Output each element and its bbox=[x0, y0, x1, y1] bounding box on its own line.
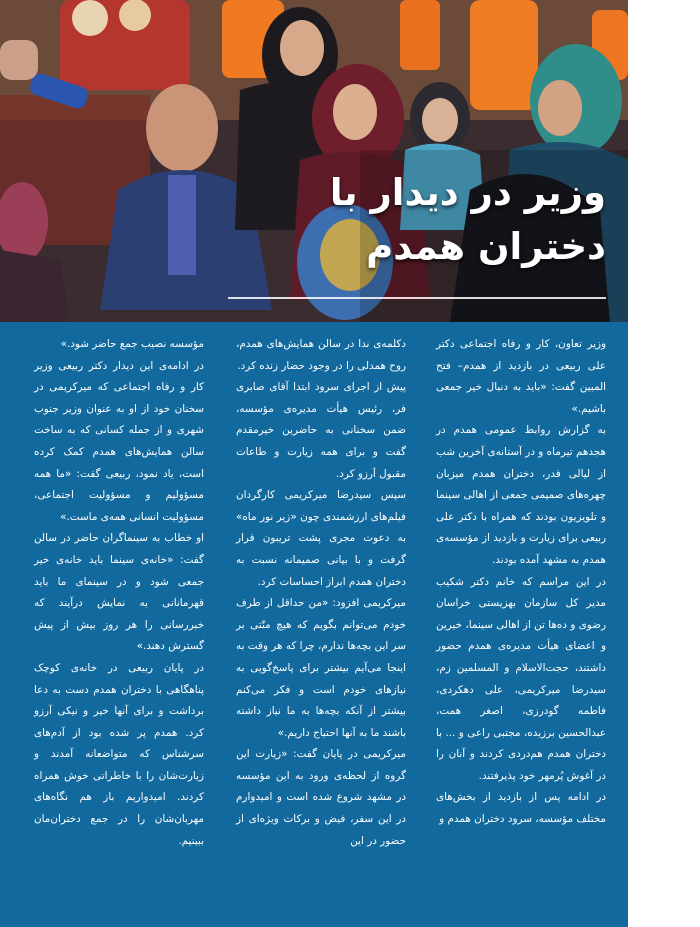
paragraph: به گزارش روابط عمومی همدم در هجدهم تیرماه و در آستانه‌ی آخرین شب از لیالی قدر، دختران همدم میزبان چهره‌های صمیمی جمعی از اهالی سینما و تلویزیون بودند که همراه با دکتر علی ربیعی برای زیارت و بازدید از مؤسسه‌ی همدم به مشهد آمده بودند. bbox=[436, 424, 606, 566]
headline bbox=[246, 166, 606, 274]
headline-line-1: وزیر در دیدار با bbox=[329, 171, 606, 214]
article-column-1 bbox=[436, 334, 606, 831]
paragraph: در ادامه پس از بازدید از بخش‌های مختلف مؤسسه، سرود دختران همدم و bbox=[436, 791, 606, 826]
paragraph: در پایان ربیعی در خانه‌ی کوچک پناهگاهی با دختران همدم دست به دعا برداشت و برای آنها خیر و نیکی آرزو کرد. همدم پر شده بود از آدم‌های سرشناس که متواضعانه آمدند و زیارت‌شان را با خاطراتی خوش همراه کردند. امیدواریم باز هم نگاه‌های مهربان‌شان را در جمع دختران‌مان ببینیم. bbox=[34, 661, 204, 847]
paragraph: مؤسسه نصیب جمع حاضر شود.» bbox=[60, 338, 204, 350]
article-column-2 bbox=[236, 334, 406, 852]
headline-rule bbox=[228, 297, 606, 299]
paragraph: در این مراسم که خانم دکتر شکیب مدیر کل سازمان بهزیستی خراسان رضوی و ده‌ها تن از اهالی سینما، خیرین و اعضای هیأت مدیره‌ی همدم حضور داشتند، حجت‌الاسلام و المسلمین زم، سیدرضا میرکریمی، علی دهکردی، فاطمه گودرزی، اصغر همت، عبدالحسین برزیده، مجتبی راعی و ... با دختران همدم هم‌دردی کردند و آنان را در آغوش پُرمهر خود پذیرفتند. bbox=[436, 575, 606, 782]
paragraph: میرکریمی افزود: «من حداقل از طرف خودم می‌توانم بگویم که هیچ منّتی بر سر این بچه‌ها ندارم، چرا که هر وقت به اینجا می‌آیم بیشتر برای پاسخ‌گویی به نیازهای خودم است و فکر می‌کنم بیشتر از آنکه بچه‌ها به ما نیاز داشته باشند ما به آنها احتیاج داریم.» bbox=[236, 597, 406, 739]
paragraph: میرکریمی در پایان گفت: «زیارت این گروه از لحظه‌ی ورود به این مؤسسه در مشهد شروع شده است و امیدوارم در این سفر، فیض و برکات ویژه‌ای از حضور در این bbox=[236, 748, 406, 847]
header-photo bbox=[0, 0, 628, 322]
paragraph: وزیر تعاون، کار و رفاه اجتماعی دکتر علی ربیعی در بازدید از همدم– فتح المبین گفت: «باید به دنبال خیر جمعی باشیم.» bbox=[436, 338, 606, 415]
article-column-3 bbox=[34, 334, 204, 852]
paragraph: پیش از اجرای سرود ابتدا آقای صابری فر، رئیس هیأت مدیره‌ی مؤسسه، ضمن سخنانی به حاضرین خیرمقدم گفت و برای همه زیارت و طاعات مقبول آرزو کرد. bbox=[236, 381, 406, 480]
paragraph: سپس سیدرضا میرکریمی کارگردان فیلم‌های ارزشمندی چون «زیر نور ماه» به دعوت مجری پشت تریبون قرار گرفت و با بیانی صمیمانه نسبت به دختران همدم ابراز احساسات کرد. bbox=[236, 489, 406, 588]
paragraph: او خطاب به سینماگران حاضر در سالن گفت: «خانه‌ی سینما باید خانه‌ی خیر جمعی شود و در سینمای ما باید قهرمانانی به نمایش درآیند که خبررسانی را هر روز بیش از پیش گسترش دهند.» bbox=[34, 532, 204, 653]
headline-line-2: دختران همدم bbox=[366, 225, 606, 268]
paragraph: در ادامه‌ی این دیدار دکتر ربیعی وزیر کار و رفاه اجتماعی که میرکریمی در سخنان خود از او به عنوان وزیر جنوب شهری و از جمله کسانی که به ساخت سالن همایش‌های همدم کمک کرده است، یاد نمود، ربیعی گفت: «ما همه مسؤولیم و مسؤولیت اجتماعی، مسؤولیت انسانی همه‌ی ماست.» bbox=[34, 359, 204, 523]
paragraph: دکلمه‌ی ندا در سالن همایش‌های همدم، روح همدلی را در وجود حضار زنده کرد. bbox=[236, 338, 406, 372]
